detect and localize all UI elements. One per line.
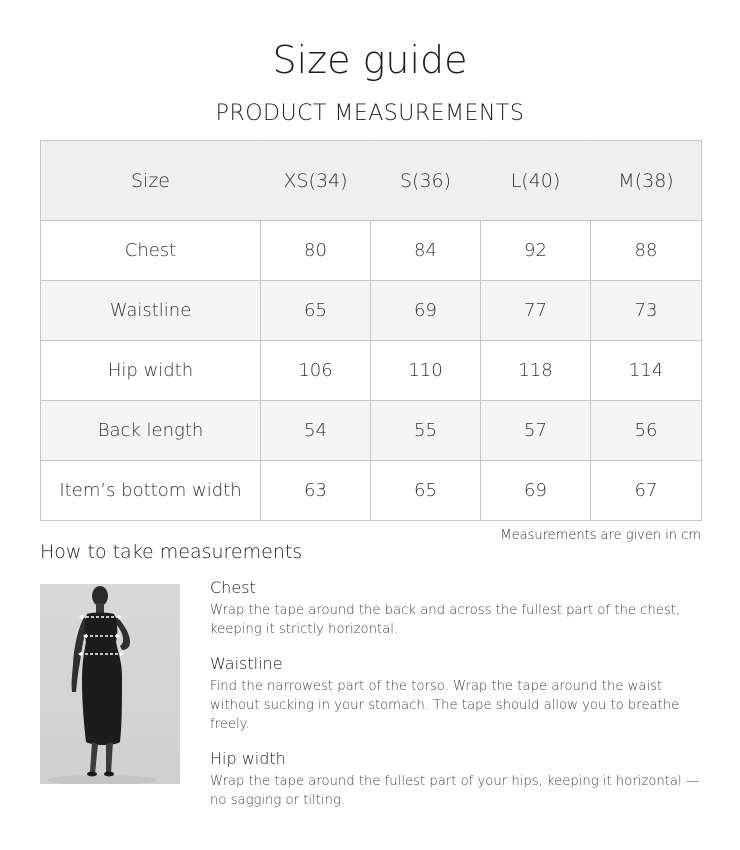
table-cell: 55: [371, 401, 481, 461]
measurement-steps: [210, 578, 705, 825]
row-label-hip-width: Hip width: [41, 341, 261, 401]
table-cell: 80: [261, 221, 371, 281]
table-row: [41, 461, 702, 521]
step-title: Waistline: [210, 654, 283, 673]
header-cell-xs: XS(34): [261, 141, 371, 221]
table-row: [41, 341, 702, 401]
measurement-figure-image: [40, 584, 180, 784]
step-title: Chest: [210, 578, 256, 597]
table-cell: 67: [591, 461, 702, 521]
table-row: [41, 281, 702, 341]
header-cell-m: M(38): [591, 141, 702, 221]
table-cell: 77: [481, 281, 591, 341]
header-cell-size: Size: [41, 141, 261, 221]
table-cell: 84: [371, 221, 481, 281]
row-label-bottom-width: Item’s bottom width: [41, 461, 261, 521]
table-cell: 92: [481, 221, 591, 281]
size-table: [40, 140, 702, 521]
table-cell: 69: [371, 281, 481, 341]
table-header-row: [41, 141, 702, 221]
table-cell: 73: [591, 281, 702, 341]
header-cell-s: S(36): [371, 141, 481, 221]
step-description: Wrap the tape around the back and across the fullest part of the chest, keeping it strictly horizontal.: [210, 603, 681, 637]
table-cell: 63: [261, 461, 371, 521]
step-title: Hip width: [210, 749, 286, 768]
section-subtitle: PRODUCT MEASUREMENTS: [215, 101, 525, 126]
table-cell: 114: [591, 341, 702, 401]
table-row: [41, 221, 702, 281]
step-description: Wrap the tape around the fullest part of your hips, keeping it horizontal — no sagging or tilting.: [210, 774, 700, 808]
page-title: Size guide: [272, 38, 468, 82]
table-cell: 54: [261, 401, 371, 461]
table-cell: 106: [261, 341, 371, 401]
table-cell: 65: [261, 281, 371, 341]
header-cell-l: L(40): [481, 141, 591, 221]
table-cell: 57: [481, 401, 591, 461]
unit-note: Measurements are given in cm: [500, 528, 701, 543]
row-label-waistline: Waistline: [41, 281, 261, 341]
model-silhouette-icon: [40, 584, 180, 784]
row-label-chest: Chest: [41, 221, 261, 281]
table-cell: 69: [481, 461, 591, 521]
row-label-back-length: Back length: [41, 401, 261, 461]
table-cell: 56: [591, 401, 702, 461]
table-cell: 110: [371, 341, 481, 401]
step-chest: [210, 578, 705, 639]
step-hip-width: [210, 749, 705, 810]
table-row: [41, 401, 702, 461]
how-to-heading: How to take measurements: [40, 541, 303, 563]
table-cell: 65: [371, 461, 481, 521]
step-waistline: [210, 654, 705, 734]
table-cell: 88: [591, 221, 702, 281]
table-cell: 118: [481, 341, 591, 401]
step-description: Find the narrowest part of the torso. Wrap the tape around the waist without sucking in your stomach. The tape should allow you to breathe freely.: [210, 679, 680, 732]
